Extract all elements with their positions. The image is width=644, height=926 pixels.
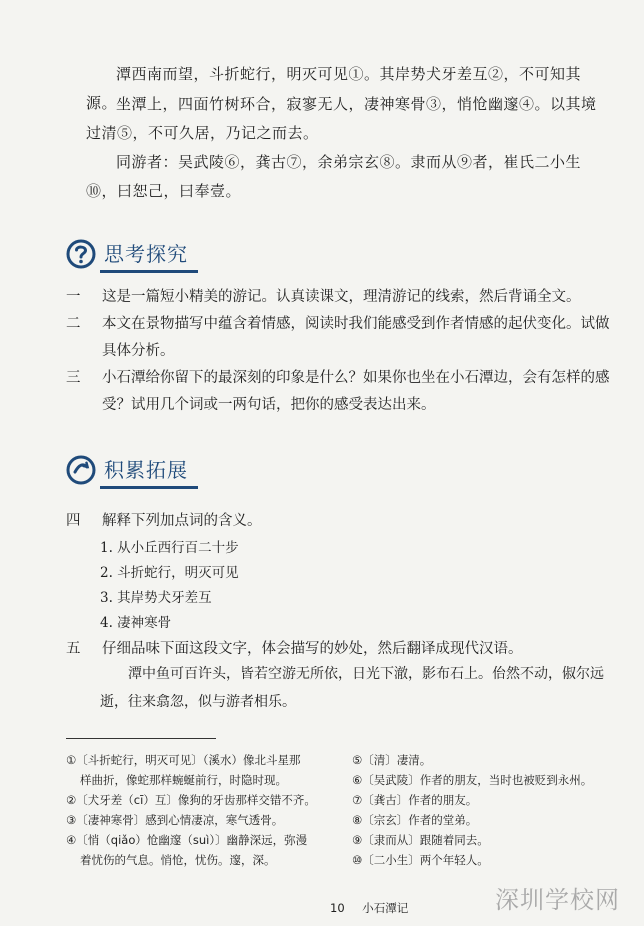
section-title: 思考探究	[104, 238, 188, 271]
term-item-4: 4. 凄神寒骨	[100, 615, 172, 631]
footnote-line: ③〔凄神寒骨〕感到心情凄凉，寒气透骨。	[66, 813, 284, 827]
section-accumulate-expand	[66, 453, 188, 487]
question-number: 五	[66, 641, 81, 657]
footnotes-right	[352, 750, 622, 870]
footnote-line: 样曲折，像蛇那样蜿蜒前行，时隐时现。	[80, 773, 287, 787]
term-item-2: 2. 斗折蛇行，明灭可见	[100, 565, 239, 581]
question-text: 小石潭给你留下的最深刻的印象是什么？如果你也坐在小石潭边，会有怎样的感受？试用几个词或一两句话，把你的感受表达出来。	[102, 370, 610, 413]
footnote-line: ④〔悄（qiǎo）怆幽邃（suì）〕幽静深远，弥漫	[66, 833, 308, 847]
question-text: 这是一篇短小精美的游记。认真读课文，理清游记的线索，然后背诵全文。	[102, 289, 581, 305]
page-number: 10	[330, 901, 345, 915]
site-watermark: 深圳学校网	[495, 886, 620, 914]
question-number: 二	[66, 316, 81, 332]
footnote-line: ⑨〔隶而从〕跟随着同去。	[352, 833, 489, 847]
footnote-line: ⑥〔吴武陵〕作者的朋友，当时也被贬到永州。	[352, 773, 593, 787]
page-footer	[330, 900, 408, 916]
footnote-divider	[66, 738, 216, 739]
question-2	[66, 311, 611, 365]
section-think-explore	[66, 237, 188, 271]
growth-circle-icon	[66, 455, 96, 485]
footnote-line: ⑤〔清〕凄清。	[352, 753, 432, 767]
question-number: 一	[66, 289, 81, 305]
question-1	[66, 284, 611, 311]
term-item-1: 1. 从小丘西行百二十步	[100, 540, 239, 556]
question-3	[66, 365, 611, 419]
question-mark-icon	[66, 239, 96, 269]
footnote-line: ②〔犬牙差（cī）互〕像狗的牙齿那样交错不齐。	[66, 793, 316, 807]
question-text: 本文在景物描写中蕴含着情感，阅读时我们能感受到作者情感的起伏变化。试做具体分析。	[102, 316, 610, 359]
footnote-line: ⑩〔二小生〕两个年轻人。	[352, 853, 489, 867]
question-number: 四	[66, 513, 81, 529]
lesson-title: 小石潭记	[362, 901, 409, 915]
footnote-line: ①〔斗折蛇行，明灭可见〕（溪水）像北斗星那	[66, 753, 301, 767]
term-item-3: 3. 其岸势犬牙差互	[100, 590, 212, 606]
question-text: 解释下列加点词的含义。	[102, 513, 262, 529]
footnotes-left	[66, 750, 336, 870]
footnote-line: ⑧〔宗玄〕作者的堂弟。	[352, 813, 478, 827]
footnote-line: 着忧伤的气息。悄怆，忧伤。邃，深。	[80, 853, 276, 867]
section-title: 积累拓展	[104, 454, 188, 487]
paragraph-1: 潭西南而望，斗折蛇行，明灭可见①。其岸势犬牙差互②，不可知其源。	[86, 65, 582, 112]
paragraph-3: 同游者：吴武陵⑥，龚古⑦，余弟宗玄⑧。隶而从⑨者，崔氏二小生⑩，曰恕己，曰奉壹。	[86, 153, 582, 200]
question-text: 仔细品味下面这段文字，体会描写的妙处，然后翻译成现代汉语。	[102, 641, 523, 657]
question-number: 三	[66, 370, 81, 386]
footnote-line: ⑦〔龚古〕作者的朋友。	[352, 793, 478, 807]
question-4	[66, 508, 611, 535]
excerpt-passage: 潭中鱼可百许头，皆若空游无所依，日光下澈，影布石上。佁然不动，俶尔远逝，往来翕忽，似与游者相乐。	[100, 666, 604, 710]
paragraph-2: 坐潭上，四面竹树环合，寂寥无人，凄神寒骨③，悄怆幽邃④。以其境过清⑤，不可久居，乃记之而去。	[86, 95, 597, 142]
question-5	[66, 636, 611, 663]
